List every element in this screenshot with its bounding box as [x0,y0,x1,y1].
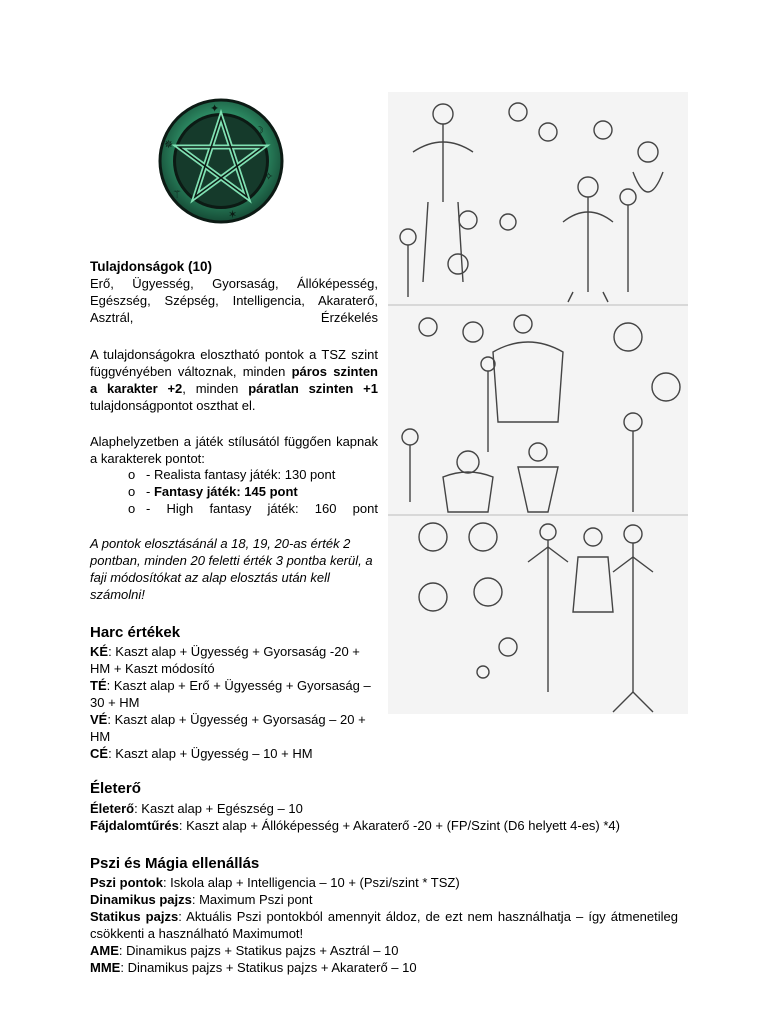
combat-heading: Harc értékek [90,624,181,641]
life-heading: Életerő [90,780,141,797]
distribution-note: A pontok elosztásánál a 18, 19, 20-as érték 2 pontban, minden 20 feletti érték 3 pontba kerül, a faji módosítókat az alap elosztás után kell számolni! [90,536,373,602]
life-list [90,800,678,834]
attributes-line-3: Asztrál, Érzékelés [90,310,378,325]
attributes-list [90,275,378,326]
pentagram-seal-icon [158,98,284,224]
character-sketch-sheet [388,92,688,714]
ame-row: AME: Dinamikus pajzs + Statikus pajzs + Asztrál – 10 [90,943,399,958]
list-item: o - High fantasy játék: 160 pont [128,501,378,516]
combat-list [90,643,378,762]
svg-text:✧: ✧ [264,170,274,183]
psi-list [90,874,678,976]
ce-row: CÉ: Kaszt alap + Ügyesség – 10 + HM [90,746,313,761]
static-shield-row: Statikus pajzs: Aktuális Pszi pontokból amennyit áldoz, de ezt nem használhatja – így átmenetileg csökkenti a használható Maximumot! [90,909,678,941]
psi-heading: Pszi és Mágia ellenállás [90,855,260,872]
start-points-paragraph: Alaphelyzetben a játék stílusától függően kapnak a karakterek pontot: [90,434,378,466]
ke-row: KÉ: Kaszt alap + Ügyesség + Gyorsaság -20 + HM + Kaszt módosító [90,644,360,676]
distribution-paragraph: A tulajdonságokra elosztható pontok a TSZ szint függvényében változnak, minden páros szinten a karakter +2, minden páratlan szinten +1 tulajdonságpontot oszthat el. [90,347,379,413]
list-item: o - Fantasy játék: 145 pont [128,484,298,499]
pain-row: Fájdalomtűrés: Kaszt alap + Állóképesség + Akaraterő -20 + (FP/Szint (D6 helyett 4-es) *4) [90,818,620,833]
svg-text:⚚: ⚚ [172,188,182,201]
svg-text:✦: ✦ [210,102,220,115]
life-row: Életerő: Kaszt alap + Egészség – 10 [90,801,303,816]
psi-points-row: Pszi pontok: Iskola alap + Intelligencia – 10 + (Pszi/szint * TSZ) [90,875,460,890]
points-list [90,466,378,517]
ve-row: VÉ: Kaszt alap + Ügyesség + Gyorsaság – 20 + HM [90,712,366,744]
attributes-line-1: Erő, Ügyesség, Gyorsaság, Állóképesség, [90,276,378,291]
list-item: o - Realista fantasy játék: 130 pont [128,467,336,482]
dynamic-shield-row: Dinamikus pajzs: Maximum Pszi pont [90,892,313,907]
svg-text:✵: ✵ [164,138,174,151]
attributes-heading: Tulajdonságok (10) [90,259,213,274]
svg-text:☽: ☽ [254,124,264,137]
attributes-line-2: Egészség, Szépség, Intelligencia, Akaraterő, [90,293,378,308]
svg-text:✶: ✶ [228,208,238,221]
te-row: TÉ: Kaszt alap + Erő + Ügyesség + Gyorsaság – 30 + HM [90,678,371,710]
mme-row: MME: Dinamikus pajzs + Statikus pajzs + Akaraterő – 10 [90,960,417,975]
